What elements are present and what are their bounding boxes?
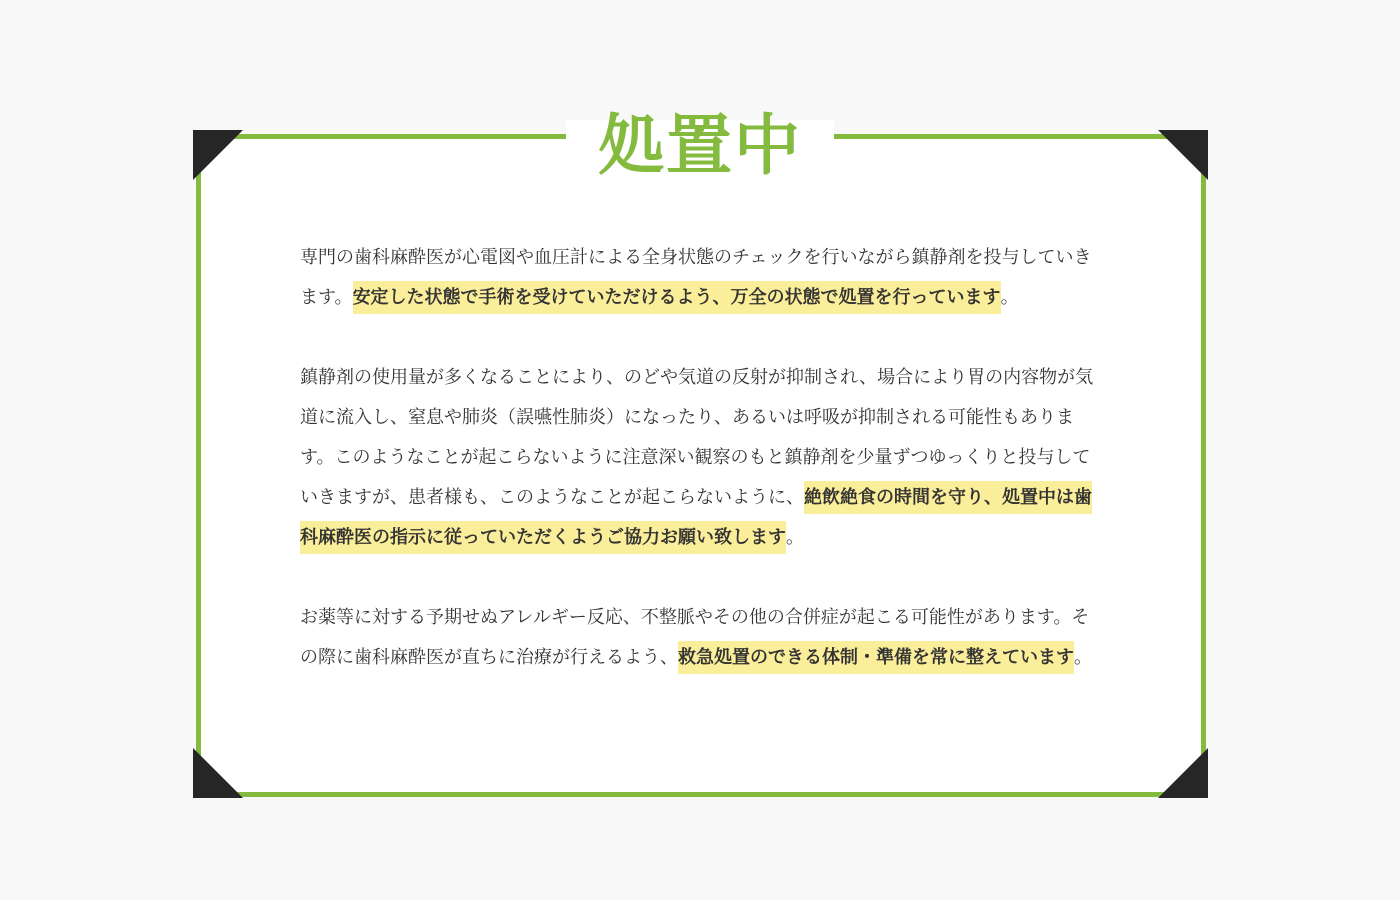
paragraph-text-end: 。 bbox=[786, 527, 804, 548]
highlighted-text: 安定した状態で手術を受けていただけるよう、万全の状態で処置を行っています bbox=[353, 281, 1001, 314]
paragraph-3 bbox=[300, 598, 1104, 678]
paragraph-text-end: 。 bbox=[1074, 647, 1092, 668]
highlighted-text: 絶飲絶食の時間を守り、処置中は歯科麻酔医の指示に従っていただくようご協力お願い致します bbox=[300, 481, 1092, 554]
corner-bottom-right bbox=[1158, 748, 1208, 798]
paragraph-text-end: 。 bbox=[1000, 287, 1019, 308]
highlighted-text: 救急処置のできる体制・準備を常に整えています bbox=[678, 641, 1074, 674]
corner-top-right bbox=[1158, 130, 1208, 180]
corner-bottom-left bbox=[193, 748, 243, 798]
page-title: 処置中 bbox=[598, 107, 802, 184]
paragraph-2 bbox=[300, 358, 1104, 558]
paragraph-text: 専門の歯科麻酔医が心電図や血圧計による全身状態のチェックを行いながら鎮静剤を投与していきます。 bbox=[300, 247, 1092, 308]
content-body bbox=[300, 238, 1104, 718]
paragraph-text: 鎮静剤の使用量が多くなることにより、のどや気道の反射が抑制され、場合により胃の内容物が気道に流入し、窒息や肺炎（誤嚥性肺炎）になったり、あるいは呼吸が抑制される可能性もあります。このようなことが起こらないように注意深い観察のもと鎮静剤を少量ずつゆっくりと投与していきますが、患者様も、このようなことが起こらないように、 bbox=[300, 367, 1094, 508]
paragraph-1 bbox=[300, 238, 1104, 318]
paragraph-text: お薬等に対する予期せぬアレルギー反応、不整脈やその他の合併症が起こる可能性があります。その際に歯科麻酔医が直ちに治療が行えるよう、 bbox=[300, 607, 1090, 668]
corner-top-left bbox=[193, 130, 243, 180]
